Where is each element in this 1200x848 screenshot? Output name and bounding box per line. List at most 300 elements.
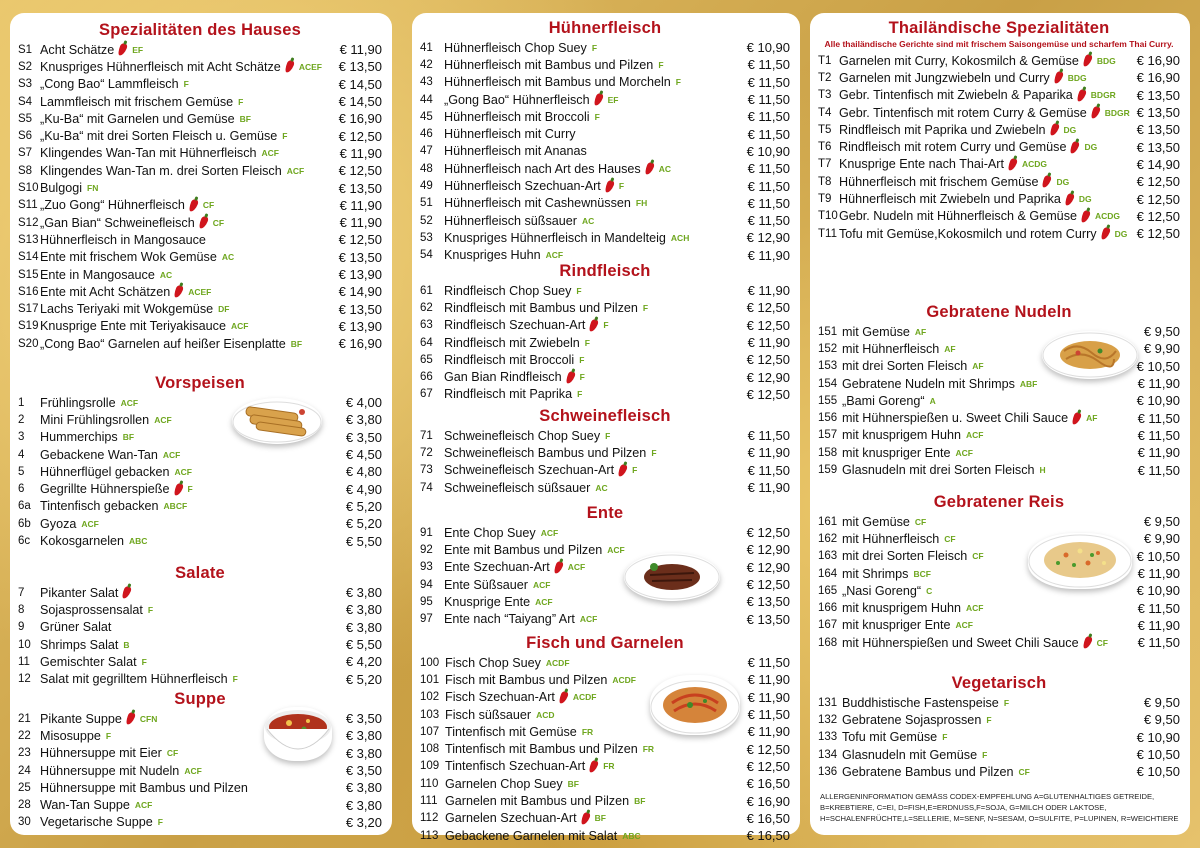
- item-name: Gan Bian Rindfleisch: [444, 370, 562, 385]
- menu-item: [18, 619, 382, 636]
- item-number: 95: [420, 595, 433, 608]
- item-name: mit knusprigem Huhn: [842, 601, 961, 616]
- item-number: 54: [420, 249, 433, 262]
- item-number: S3: [18, 78, 33, 91]
- menu-item: [420, 576, 790, 593]
- item-price: € 10,50: [1136, 764, 1180, 780]
- allergen-tag: DG: [1078, 194, 1092, 205]
- menu-item: [818, 729, 1180, 746]
- allergen-tag: ACF: [261, 148, 280, 159]
- item-name: Misosuppe: [40, 728, 101, 743]
- item-number: 6b: [18, 517, 31, 530]
- item-price: € 11,90: [339, 42, 382, 58]
- menu-item: [818, 52, 1180, 69]
- item-price: € 11,50: [747, 92, 790, 108]
- menu-item: [420, 143, 790, 160]
- item-name: Garnelen mit Curry, Kokosmilch & Gemüse: [839, 53, 1079, 68]
- item-number: 133: [818, 731, 838, 744]
- item-name: mit Hühnerfleisch: [842, 341, 940, 356]
- menu-item: [818, 763, 1180, 780]
- item-number: S7: [18, 147, 33, 160]
- menu-item: [420, 39, 790, 56]
- menu-item: [818, 599, 1180, 616]
- item-name: Fisch mit Bambus und Pilzen: [445, 672, 608, 687]
- item-price: € 11,50: [1137, 635, 1180, 651]
- item-price: € 3,20: [345, 814, 382, 830]
- item-number: 154: [818, 377, 838, 390]
- chili-icon: [125, 711, 136, 726]
- item-price: € 10,90: [746, 143, 790, 159]
- allergen-tag: DF: [218, 304, 230, 315]
- item-name: Rindfleisch mit Broccoli: [444, 352, 575, 367]
- item-price: € 14,50: [338, 94, 382, 110]
- item-number: S20: [18, 337, 39, 350]
- item-number: 166: [818, 602, 838, 615]
- item-number: 67: [420, 388, 433, 401]
- menu-item: [18, 814, 382, 831]
- item-number: S12: [18, 216, 39, 229]
- item-price: € 10,50: [1136, 548, 1180, 564]
- item-number: 159: [818, 464, 838, 477]
- item-name: „Zuo Gong“ Hühnerfleisch: [40, 198, 185, 213]
- item-price: € 11,90: [747, 724, 790, 740]
- allergen-tag: F: [594, 111, 600, 122]
- item-name: Shrimps Salat: [40, 637, 119, 652]
- item-price: € 12,50: [746, 352, 790, 368]
- section-title: Gebratener Reis: [933, 493, 1065, 511]
- item-price: € 11,90: [747, 445, 790, 461]
- item-price: € 11,50: [747, 74, 790, 90]
- item-number: 42: [420, 58, 433, 71]
- item-name: Hühnerfleisch Szechuan-Art: [444, 179, 601, 194]
- section-title: Spezialitäten des Hauses: [99, 21, 301, 39]
- item-name: Hummerchips: [40, 430, 118, 445]
- chili-icon: [1041, 174, 1052, 189]
- item-number: S6: [18, 130, 33, 143]
- item-number: T7: [818, 158, 832, 171]
- item-name: „Bami Goreng“: [842, 393, 925, 408]
- item-number: 157: [818, 429, 838, 442]
- menu-item: [18, 498, 382, 515]
- item-price: € 16,90: [1136, 53, 1180, 69]
- item-number: 113: [420, 829, 439, 842]
- chili-icon: [1053, 71, 1064, 86]
- menu-item: [818, 461, 1180, 478]
- item-number: T8: [818, 175, 832, 188]
- allergen-tag: CF: [972, 551, 984, 562]
- allergen-tag: ACD: [536, 709, 555, 720]
- item-price: € 12,90: [746, 559, 790, 575]
- item-name: Hühnerfleisch mit Ananas: [444, 144, 587, 159]
- item-price: € 9,90: [1143, 531, 1180, 547]
- allergen-tag: F: [658, 59, 664, 70]
- menu-item: [420, 334, 790, 351]
- allergen-tag: EF: [607, 94, 619, 105]
- allergen-tag: F: [1003, 697, 1010, 708]
- duck-plate-image: [624, 553, 720, 601]
- menu-item: [18, 653, 382, 670]
- item-number: 28: [18, 799, 31, 812]
- allergen-tag: F: [187, 484, 193, 495]
- item-number: T11: [818, 227, 837, 240]
- item-number: 47: [420, 145, 433, 158]
- menu-item: [18, 532, 382, 549]
- menu-item: [18, 283, 382, 300]
- item-price: € 4,90: [345, 481, 382, 497]
- item-number: T4: [818, 106, 832, 119]
- item-name: „Gan Bian“ Schweinefleisch: [40, 215, 195, 230]
- allergen-tag: CF: [1096, 637, 1108, 648]
- item-price: € 3,80: [345, 797, 382, 813]
- item-name: Rindfleisch mit Bambus und Pilzen: [444, 300, 638, 315]
- item-name: Salat mit gegrilltem Hühnerfleisch: [40, 672, 228, 687]
- allergen-tag: BF: [290, 338, 303, 349]
- item-name: Tofu mit Gemüse: [842, 730, 938, 745]
- item-price: € 16,50: [746, 776, 790, 792]
- item-price: € 12,50: [746, 741, 790, 757]
- item-name: Knuspriges Hühnerfleisch mit Acht Schätze: [40, 59, 281, 74]
- allergen-tag: A: [929, 395, 936, 406]
- item-price: € 13,50: [1136, 122, 1180, 138]
- item-number: 110: [420, 777, 439, 790]
- section-title: Schweinefleisch: [539, 407, 671, 425]
- item-price: € 10,50: [1136, 358, 1180, 374]
- item-number: S4: [18, 95, 33, 108]
- allergen-tag: BDG: [1096, 55, 1116, 66]
- menu-item: [18, 197, 382, 214]
- item-name: Hühnerfleisch mit Bambus und Pilzen: [444, 57, 654, 72]
- item-number: 7: [18, 586, 25, 599]
- item-price: € 11,50: [747, 213, 790, 229]
- menu-item: [18, 93, 382, 110]
- allergen-tag: F: [632, 465, 638, 476]
- item-number: 48: [420, 162, 433, 175]
- item-price: € 12,50: [1136, 208, 1180, 224]
- item-name: Rindfleisch mit Paprika und Zwiebeln: [839, 122, 1046, 137]
- item-price: € 14,90: [338, 284, 382, 300]
- item-price: € 9,50: [1143, 695, 1180, 711]
- item-price: € 11,90: [1137, 617, 1180, 633]
- item-price: € 5,50: [345, 637, 382, 653]
- noodles-plate-image: [1042, 331, 1138, 379]
- allergen-tag: F: [618, 181, 625, 192]
- item-number: 6a: [18, 500, 31, 513]
- item-number: 66: [420, 371, 433, 384]
- chili-icon: [1081, 635, 1092, 650]
- menu-item: [818, 138, 1180, 155]
- item-number: 45: [420, 110, 433, 123]
- allergen-tag: CF: [914, 516, 927, 527]
- item-number: T1: [818, 54, 832, 67]
- allergen-tag: CF: [944, 533, 956, 544]
- menu-item: [420, 195, 790, 212]
- menu-item: [818, 121, 1180, 138]
- item-price: € 4,80: [345, 464, 382, 480]
- menu-item: [420, 160, 790, 177]
- chili-icon: [117, 42, 128, 57]
- allergen-tag: ACF: [567, 562, 586, 573]
- item-price: € 5,20: [345, 671, 382, 687]
- item-price: € 9,90: [1143, 341, 1180, 357]
- item-number: 46: [420, 128, 433, 141]
- menu-item: [420, 758, 790, 775]
- section-title: Vegetarisch: [951, 674, 1047, 692]
- menu-item: [18, 214, 382, 231]
- item-name: Hühnerfleisch in Mangosauce: [40, 232, 206, 247]
- allergen-tag: AF: [972, 361, 984, 372]
- item-number: T9: [818, 193, 832, 206]
- menu-item: [420, 559, 790, 576]
- chili-icon: [1082, 53, 1093, 68]
- allergen-tag: ACF: [535, 596, 553, 607]
- menu-item: [420, 610, 790, 627]
- item-name: Garnelen Szechuan-Art: [445, 811, 577, 826]
- item-name: Schweinefleisch Chop Suey: [444, 428, 601, 443]
- item-name: mit Hühnerspießen u. Sweet Chili Sauce: [842, 411, 1069, 426]
- item-price: € 13,50: [746, 611, 790, 627]
- allergen-tag: CF: [212, 217, 225, 228]
- item-name: Hühnerfleisch mit Curry: [444, 127, 576, 142]
- item-number: 91: [420, 526, 433, 539]
- allergen-tag: ABCF: [163, 501, 188, 512]
- item-number: 73: [420, 464, 433, 477]
- item-price: € 12,50: [746, 525, 790, 541]
- allergen-tag: F: [282, 131, 288, 142]
- item-name: Garnelen mit Jungzwiebeln und Curry: [839, 70, 1050, 85]
- item-number: S11: [18, 199, 38, 212]
- menu-item: [818, 444, 1180, 461]
- item-number: S2: [18, 60, 33, 73]
- item-number: 62: [420, 301, 433, 314]
- allergen-tag: ACDG: [1021, 159, 1048, 170]
- item-name: mit Hühnerspießen und Sweet Chili Sauce: [842, 635, 1079, 650]
- allergen-tag: F: [141, 656, 147, 667]
- item-number: 151: [818, 325, 838, 338]
- item-number: 44: [420, 93, 433, 106]
- item-name: Gebr. Nudeln mit Hühnerfleisch & Gemüse: [839, 209, 1077, 224]
- item-name: Gebackene Garnelen mit Salat: [445, 828, 618, 843]
- allergen-tag: F: [584, 337, 590, 348]
- item-price: € 11,90: [339, 215, 382, 231]
- menu-item: [420, 810, 790, 827]
- allergen-tag: F: [157, 817, 163, 828]
- item-name: Hühnerfleisch mit frischem Gemüse: [839, 174, 1039, 189]
- item-name: Bulgogi: [40, 181, 83, 196]
- section-vorspeisen: [18, 372, 382, 550]
- item-name: mit Gemüse: [842, 324, 910, 339]
- menu-item: [18, 762, 382, 779]
- item-number: 51: [420, 197, 433, 210]
- item-name: Gebackene Wan-Tan: [40, 447, 158, 462]
- item-price: € 16,90: [1136, 70, 1180, 86]
- allergen-tag: ACDF: [572, 692, 597, 703]
- allergen-tag: ABC: [129, 536, 148, 547]
- item-price: € 11,90: [747, 672, 790, 688]
- item-name: Gyoza: [40, 516, 77, 531]
- menu-item: [420, 524, 790, 541]
- menu-item: [818, 711, 1180, 728]
- item-name: Tintenfisch mit Bambus und Pilzen: [445, 742, 638, 757]
- allergen-tag: ACEF: [298, 61, 322, 72]
- item-price: € 11,90: [1137, 566, 1180, 582]
- item-number: 131: [818, 696, 838, 709]
- section-vegetarisch: [818, 672, 1180, 780]
- soup-bowl-image: [264, 707, 332, 761]
- item-name: Lachs Teriyaki mit Wokgemüse: [40, 302, 214, 317]
- allergen-tag: DG: [1056, 176, 1070, 187]
- allergen-tag: ACEF: [188, 286, 212, 297]
- allergen-tag: CF: [1018, 766, 1030, 777]
- allergen-tag: F: [675, 77, 681, 88]
- allergen-tag: C: [926, 585, 933, 596]
- item-number: 71: [420, 429, 433, 442]
- item-price: € 13,50: [338, 301, 382, 317]
- item-name: Frühlingsrolle: [40, 395, 116, 410]
- item-name: Acht Schätze: [40, 42, 115, 57]
- item-number: 23: [18, 747, 31, 760]
- item-name: Pikanter Salat: [40, 585, 119, 600]
- item-price: € 11,90: [747, 480, 790, 496]
- item-price: € 12,90: [746, 369, 790, 385]
- allergen-tag: ACF: [174, 466, 193, 477]
- allergen-tag: AC: [159, 269, 173, 280]
- menu-item: [18, 266, 382, 283]
- item-number: S5: [18, 112, 33, 125]
- allergen-tag: ACF: [120, 397, 139, 408]
- allergen-tag: ABC: [622, 830, 641, 841]
- allergen-tag: F: [232, 674, 238, 685]
- item-number: 9: [18, 621, 25, 634]
- section-title: Hühnerfleisch: [548, 19, 662, 37]
- section-salate: [18, 562, 382, 688]
- menu-item: [420, 740, 790, 757]
- allergen-tag: ACF: [966, 603, 984, 614]
- item-number: 72: [420, 446, 433, 459]
- item-number: 3: [18, 431, 25, 444]
- item-price: € 11,50: [747, 126, 790, 142]
- item-name: mit knuspriger Ente: [842, 618, 951, 633]
- item-name: Gebr. Tintenfisch mit rotem Curry & Gemüse: [839, 105, 1087, 120]
- item-price: € 13,50: [746, 594, 790, 610]
- allergen-tag: F: [183, 79, 189, 90]
- item-price: € 10,50: [1136, 747, 1180, 763]
- allergen-tag: ABF: [1019, 378, 1038, 389]
- item-name: „Cong Bao“ Lammfleisch: [40, 77, 179, 92]
- item-price: € 11,50: [747, 707, 790, 723]
- chili-icon: [188, 198, 199, 213]
- menu-item: [18, 636, 382, 653]
- menu-item: [420, 444, 790, 461]
- allergen-tag: F: [603, 320, 609, 331]
- item-price: € 3,80: [345, 780, 382, 796]
- item-number: 167: [818, 619, 838, 632]
- item-price: € 11,50: [747, 462, 790, 478]
- item-name: Mini Frühlingsrollen: [40, 412, 150, 427]
- item-price: € 12,50: [746, 300, 790, 316]
- item-number: T10: [818, 210, 838, 223]
- chili-icon: [579, 811, 590, 826]
- chili-icon: [558, 690, 569, 705]
- item-price: € 5,20: [345, 516, 382, 532]
- allergen-tag: ACF: [955, 447, 973, 458]
- item-price: € 11,50: [747, 178, 790, 194]
- item-price: € 5,20: [345, 498, 382, 514]
- allergen-tag: FR: [642, 744, 655, 755]
- item-price: € 11,50: [747, 109, 790, 125]
- item-name: mit Hühnerfleisch: [842, 531, 940, 546]
- menu-item: [420, 654, 790, 671]
- item-price: € 13,50: [338, 59, 382, 75]
- allergen-tag: AF: [914, 326, 927, 337]
- allergen-tag: F: [651, 447, 657, 458]
- allergen-tag: ACF: [184, 765, 202, 776]
- item-price: € 13,50: [1136, 139, 1180, 155]
- allergen-tag: ACDF: [545, 657, 570, 668]
- item-price: € 9,50: [1143, 514, 1180, 530]
- menu-item: [420, 317, 790, 334]
- item-price: € 11,90: [747, 247, 790, 263]
- item-number: 111: [420, 795, 438, 808]
- item-name: mit Shrimps: [842, 566, 909, 581]
- item-price: € 3,50: [345, 429, 382, 445]
- item-number: 103: [420, 708, 440, 721]
- item-price: € 12,50: [746, 386, 790, 402]
- allergen-tag: BF: [567, 778, 579, 789]
- allergen-tag: ACF: [540, 527, 559, 538]
- item-number: 97: [420, 613, 433, 626]
- item-name: Ente Chop Suey: [444, 525, 536, 540]
- chili-icon: [617, 463, 628, 478]
- item-number: 6c: [18, 535, 31, 548]
- allergen-tag: F: [579, 354, 585, 365]
- chili-icon: [604, 179, 615, 194]
- item-number: T2: [818, 71, 832, 84]
- item-number: S1: [18, 43, 33, 56]
- menu-item: [18, 179, 382, 196]
- item-name: Wan-Tan Suppe: [40, 798, 130, 813]
- item-name: Gemischter Salat: [40, 654, 137, 669]
- item-price: € 12,50: [338, 163, 382, 179]
- allergen-tag: ACF: [966, 430, 984, 441]
- item-price: € 3,50: [345, 763, 382, 779]
- section-title: Thailändische Spezialitäten: [888, 19, 1110, 37]
- menu-item: [420, 775, 790, 792]
- item-price: € 12,50: [746, 577, 790, 593]
- item-number: 109: [420, 760, 440, 773]
- item-number: 134: [818, 748, 838, 761]
- menu-item: [420, 427, 790, 444]
- item-name: mit drei Sorten Fleisch: [842, 549, 968, 564]
- item-name: Pikante Suppe: [40, 711, 122, 726]
- allergen-tag: ACF: [607, 544, 625, 555]
- item-name: mit knuspriger Ente: [842, 445, 951, 460]
- item-price: € 16,90: [338, 111, 382, 127]
- allergen-tag: EF: [132, 44, 144, 55]
- chili-icon: [1064, 192, 1075, 207]
- item-number: 92: [420, 543, 433, 556]
- chili-icon: [1071, 411, 1082, 426]
- allergen-tag: ACF: [230, 321, 249, 332]
- menu-item: [420, 56, 790, 73]
- item-name: „Cong Bao“ Garnelen auf heißer Eisenplatte: [40, 336, 286, 351]
- menu-item: [18, 300, 382, 317]
- allergen-tag: ACF: [162, 449, 181, 460]
- item-number: 107: [420, 725, 440, 738]
- item-name: Glasnudeln mit drei Sorten Fleisch: [842, 463, 1035, 478]
- menu-item: [18, 41, 382, 58]
- item-number: 41: [420, 41, 433, 54]
- item-number: 162: [818, 532, 838, 545]
